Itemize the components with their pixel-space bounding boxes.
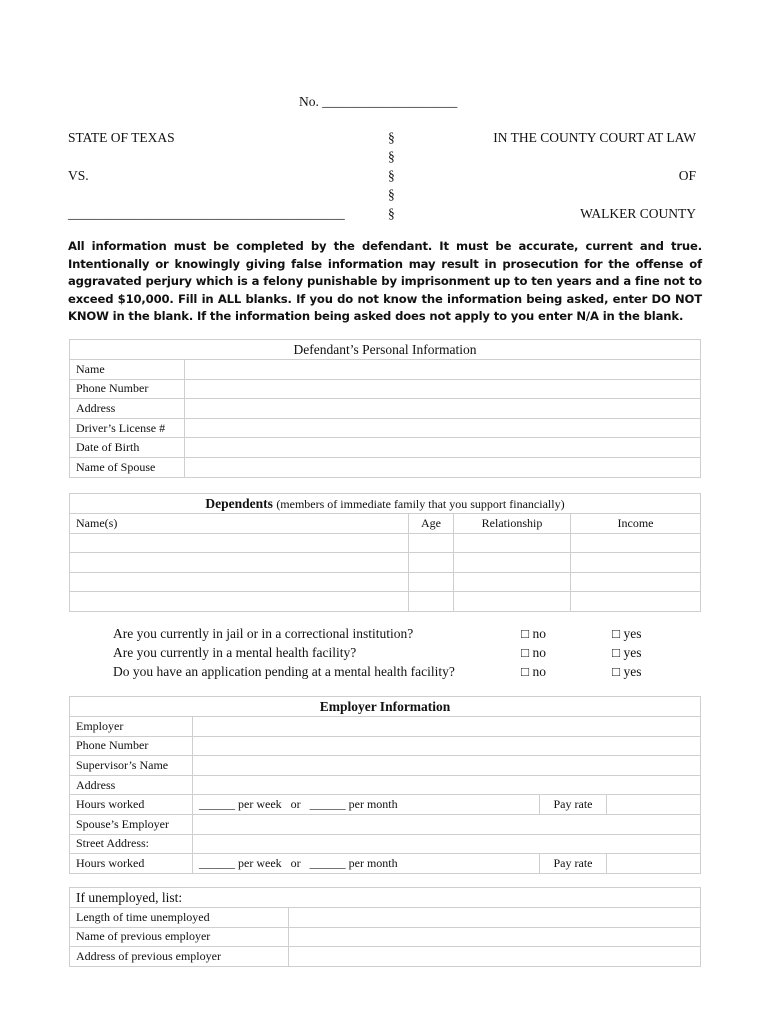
dependent-income-input[interactable] (571, 553, 701, 573)
pay-rate-input[interactable] (607, 795, 701, 815)
field-label: Address of previous employer (70, 947, 289, 967)
dependent-age-input[interactable] (409, 553, 454, 573)
employer-address-input[interactable] (193, 775, 701, 795)
field-label: Employer (70, 717, 193, 737)
name-input[interactable] (185, 360, 701, 380)
dependent-name-input[interactable] (70, 533, 409, 553)
field-label: Address (70, 775, 193, 795)
address-input[interactable] (185, 399, 701, 419)
mental-health-no-checkbox[interactable]: □ no (521, 645, 547, 660)
dependent-age-input[interactable] (409, 592, 454, 612)
question-jail: Are you currently in jail or in a correctional institution? (113, 626, 414, 641)
time-unemployed-input[interactable] (289, 908, 701, 928)
pay-rate-label: Pay rate (540, 795, 607, 815)
dependents-table (69, 493, 701, 612)
dependent-row (70, 533, 701, 553)
spouse-employer-input[interactable] (193, 814, 701, 834)
jail-yes-checkbox[interactable]: □ yes (612, 626, 642, 641)
or-label: or (290, 855, 301, 870)
section-mark: § (388, 149, 395, 164)
per-week: ______ per week (199, 855, 282, 870)
dependent-income-input[interactable] (571, 572, 701, 592)
dependent-relationship-input[interactable] (454, 533, 571, 553)
drivers-license-input[interactable] (185, 418, 701, 438)
court-name: IN THE COUNTY COURT AT LAW (493, 130, 696, 145)
question-mental-health: Are you currently in a mental health facility? (113, 645, 357, 660)
supervisor-input[interactable] (193, 756, 701, 776)
state-of-texas: STATE OF TEXAS (68, 130, 175, 145)
phone-input[interactable] (185, 379, 701, 399)
per-month: ______ per month (309, 797, 398, 812)
per-month: ______ per month (309, 855, 398, 870)
personal-info-table (69, 339, 701, 478)
dependent-name-input[interactable] (70, 553, 409, 573)
employer-table (69, 696, 701, 874)
dependent-row (70, 592, 701, 612)
column-header: Age (409, 514, 454, 534)
application-no-checkbox[interactable]: □ no (521, 664, 547, 679)
dependent-relationship-input[interactable] (454, 592, 571, 612)
or-label: or (290, 797, 301, 812)
dependent-row (70, 553, 701, 573)
county-name: WALKER COUNTY (580, 206, 696, 221)
field-label: Supervisor’s Name (70, 756, 193, 776)
defendant-name-blank: _________________________________________ (68, 206, 345, 221)
question-application: Do you have an application pending at a mental health facility? (113, 664, 455, 679)
dependent-row (70, 572, 701, 592)
instructions-paragraph: All information must be completed by the defendant. It must be accurate, current and true. Intentionally or knowingly giving false information may result in prosecution for the offense of aggravated perjury which is a felony punishable by imprisonment up to ten years and a fine not to exceed $10,000. Fill in ALL blanks. If you do not know the information being asked, enter DO NOT KNOW in the blank. If the information being asked does not apply to you enter N/A in the blank. (68, 239, 702, 324)
field-label: Address (70, 399, 185, 419)
dependents-subtitle: (members of immediate family that you support financially) (276, 496, 565, 511)
date-of-birth-input[interactable] (185, 438, 701, 458)
application-yes-checkbox[interactable]: □ yes (612, 664, 642, 679)
dependent-relationship-input[interactable] (454, 553, 571, 573)
field-label: Date of Birth (70, 438, 185, 458)
pay-rate-label: Pay rate (540, 854, 607, 874)
column-header: Name(s) (70, 514, 409, 534)
field-label: Spouse’s Employer (70, 814, 193, 834)
section-mark: § (388, 206, 395, 221)
field-label: Name of previous employer (70, 927, 289, 947)
field-label: Phone Number (70, 379, 185, 399)
dependent-name-input[interactable] (70, 572, 409, 592)
field-label: Hours worked (70, 795, 193, 815)
previous-employer-input[interactable] (289, 927, 701, 947)
dependents-heading: Dependents (205, 495, 273, 511)
per-week: ______ per week (199, 797, 282, 812)
dependent-income-input[interactable] (571, 592, 701, 612)
field-label: Length of time unemployed (70, 908, 289, 928)
spouse-name-input[interactable] (185, 457, 701, 477)
field-label: Hours worked (70, 854, 193, 874)
spouse-hours-worked-field[interactable] (193, 854, 540, 874)
employer-phone-input[interactable] (193, 736, 701, 756)
spouse-pay-rate-input[interactable] (607, 854, 701, 874)
section-mark: § (388, 187, 395, 202)
hours-worked-field[interactable] (193, 795, 540, 815)
dependent-age-input[interactable] (409, 572, 454, 592)
section-mark: § (388, 130, 395, 145)
of-label: OF (678, 168, 696, 183)
unemployed-title: If unemployed, list: (70, 888, 701, 908)
field-label: Driver’s License # (70, 418, 185, 438)
field-label: Phone Number (70, 736, 193, 756)
dependent-age-input[interactable] (409, 533, 454, 553)
dependent-relationship-input[interactable] (454, 572, 571, 592)
unemployed-table (69, 887, 701, 967)
field-label: Name of Spouse (70, 457, 185, 477)
street-address-input[interactable] (193, 834, 701, 854)
mental-health-yes-checkbox[interactable]: □ yes (612, 645, 642, 660)
dependent-income-input[interactable] (571, 533, 701, 553)
column-header: Income (571, 514, 701, 534)
employer-input[interactable] (193, 717, 701, 737)
jail-no-checkbox[interactable]: □ no (521, 626, 547, 641)
previous-employer-address-input[interactable] (289, 947, 701, 967)
personal-info-title: Defendant’s Personal Information (70, 340, 701, 360)
section-mark: § (388, 168, 395, 183)
field-label: Street Address: (70, 834, 193, 854)
field-label: Name (70, 360, 185, 380)
case-number: No. ____________________ (299, 94, 458, 109)
dependent-name-input[interactable] (70, 592, 409, 612)
employer-title: Employer Information (70, 697, 701, 717)
dependents-title (70, 494, 701, 514)
vs-label: VS. (68, 168, 89, 183)
column-header: Relationship (454, 514, 571, 534)
